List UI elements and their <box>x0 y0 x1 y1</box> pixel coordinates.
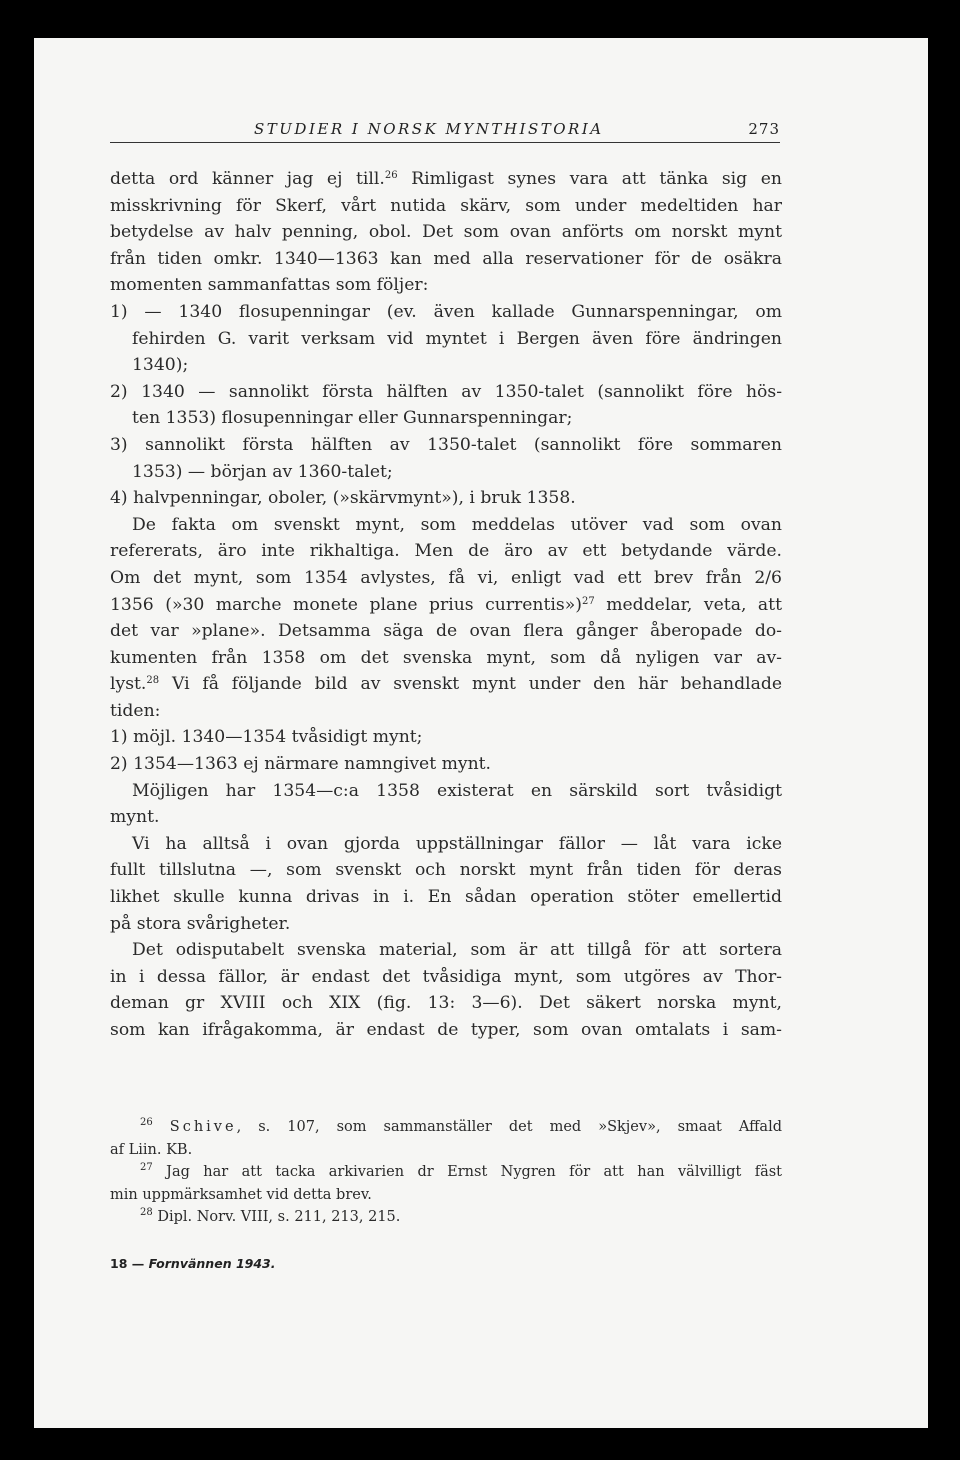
text-line: deman gr XVIII och XIX (fig. 13: 3—6). Det säkert norska mynt, <box>110 993 782 1014</box>
text-line: ten 1353) flosupenningar eller Gunnarspenningar; <box>132 408 573 429</box>
footnote-number: 28 <box>140 1207 153 1218</box>
text-line: 1340); <box>132 355 189 376</box>
footnote-number: 27 <box>140 1162 153 1173</box>
page-footer <box>110 1256 275 1271</box>
list-item: 1) möjl. 1340—1354 tvåsidigt mynt; <box>110 727 423 748</box>
text-line: in i dessa fällor, är endast det tvåsidiga mynt, som utgöres av Thor- <box>110 966 782 987</box>
scanned-page <box>34 38 928 1428</box>
main-text <box>110 166 782 1044</box>
text-line: som kan ifrågakomma, är endast de typer, som ovan omtalats i sam- <box>110 1020 782 1040</box>
text-line <box>110 671 782 698</box>
text-span: Dipl. Norv. VIII, s. 211, 213, 215. <box>157 1209 401 1225</box>
footnotes <box>110 1116 782 1229</box>
text-line: tiden: <box>110 700 161 721</box>
list-item: 2) 1340 — sannolikt första hälften av 1350-talet (sannolikt före hös- <box>110 381 782 402</box>
text-line: Om det mynt, som 1354 avlystes, få vi, enligt vad ett brev från 2/6 <box>110 567 782 588</box>
page-header <box>110 118 780 143</box>
footnote-ref: 27 <box>581 595 595 607</box>
text-line: fullt tillslutna —, som svenskt och norskt mynt från tiden för deras <box>110 860 782 881</box>
list-item: 4) halvpenningar, oboler, (»skärvmynt»), i bruk 1358. <box>110 488 576 509</box>
footnote-number: 26 <box>140 1117 153 1128</box>
text-line: det var »plane». Detsamma säga de ovan flera gånger åberopade do- <box>110 621 782 642</box>
footnote-ref: 28 <box>146 675 160 687</box>
list-item: 3) sannolikt första hälften av 1350-talet (sannolikt före sommaren <box>110 434 782 455</box>
text-span: 1356 (»30 marche monete plane prius currentis») <box>110 594 582 615</box>
footnote-line: min uppmärksamhet vid detta brev. <box>110 1186 372 1203</box>
footnote-26 <box>110 1116 782 1139</box>
text-line: fehirden G. varit verksam vid myntet i Bergen även före ändringen <box>132 328 782 349</box>
list-item: 1) — 1340 flosupenningar (ev. även kallade Gunnarspenningar, om <box>110 301 782 322</box>
footnote-28 <box>110 1206 782 1229</box>
text-line: kumenten från 1358 om det svenska mynt, som då nyligen var av- <box>110 647 782 668</box>
text-line: likhet skulle kunna drivas in i. En sådan operation stöter emellertid <box>110 887 782 908</box>
footnote-line: af Liin. KB. <box>110 1141 193 1158</box>
text-line <box>110 166 782 193</box>
running-head: STUDIER I NORSK MYNTHISTORIA <box>254 120 604 138</box>
text-line: betydelse av halv penning, obol. Det som ovan anförts om norskt mynt <box>110 222 782 243</box>
text-span: detta ord känner jag ej till. <box>110 169 385 189</box>
text-line: momenten sammanfattas som följer: <box>110 275 429 296</box>
text-line: mynt. <box>110 807 160 828</box>
paragraph-start: Det odisputabelt svenska material, som är att tillgå för att sortera <box>132 940 782 961</box>
footer-prefix: 18 — <box>110 1256 149 1271</box>
author-name: Schive <box>169 1119 237 1135</box>
text-span: , s. 107, som sammanställer det med »Skjev», smaat Affald <box>236 1119 782 1135</box>
text-line: på stora svårigheter. <box>110 913 291 934</box>
footnote-27 <box>110 1161 782 1184</box>
list-item: 2) 1354—1363 ej närmare namngivet mynt. <box>110 754 492 775</box>
text-line <box>110 592 782 619</box>
paragraph-start: Möjligen har 1354—c:a 1358 existerat en särskild sort tvåsidigt <box>132 780 782 801</box>
text-span: lyst. <box>110 674 147 695</box>
footnote-ref: 26 <box>384 170 398 181</box>
text-line: misskrivning för Skerf, vårt nutida skärv, som under medeltiden har <box>110 195 782 216</box>
paragraph-start: De fakta om svenskt mynt, som meddelas utöver vad som ovan <box>132 514 782 535</box>
text-span: meddelar, veta, att <box>594 594 782 615</box>
text-line: refererats, äro inte rikhaltiga. Men de äro av ett betydande värde. <box>110 541 782 562</box>
text-span: Vi få följande bild av svenskt mynt under den här behandlade <box>159 674 782 695</box>
text-span: Rimligast synes vara att tänka sig en <box>397 169 782 189</box>
text-line: från tiden omkr. 1340—1363 kan med alla reservationer för de osäkra <box>110 248 782 269</box>
paragraph-start: Vi ha alltså i ovan gjorda uppställningar fällor — låt vara icke <box>132 833 782 854</box>
journal-name: Fornvännen 1943. <box>148 1256 276 1271</box>
text-line: 1353) — början av 1360-talet; <box>132 461 393 482</box>
text-span: Jag har att tacka arkivarien dr Ernst Nygren för att han välvilligt fäst <box>166 1164 783 1180</box>
page-number: 273 <box>748 120 780 138</box>
